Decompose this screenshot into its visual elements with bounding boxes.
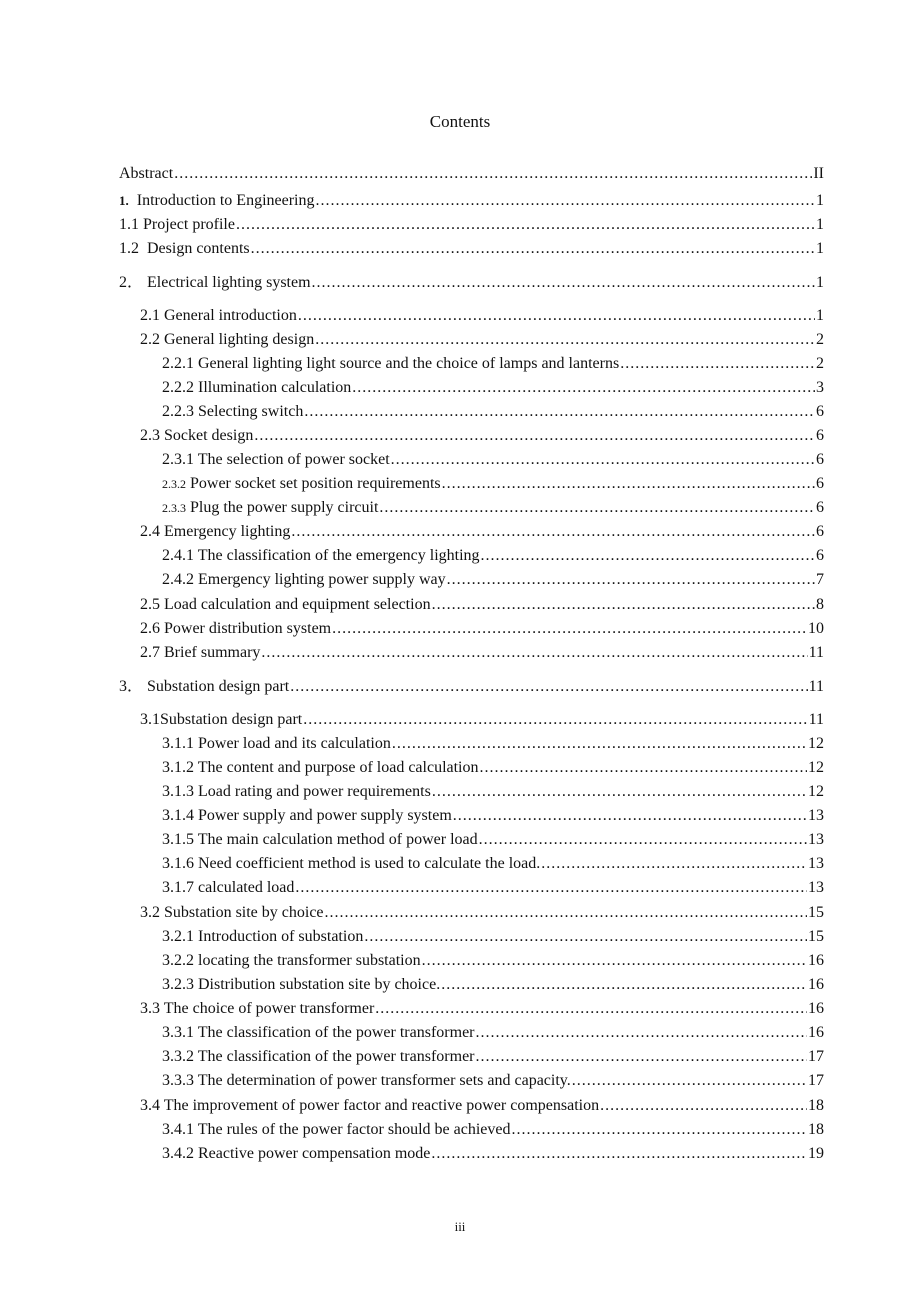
toc-section-number: 2.5 — [140, 596, 160, 613]
toc-entry-2-5[interactable] — [140, 595, 824, 615]
toc-entry-3-2-1[interactable] — [162, 927, 824, 947]
toc-page-number: 12 — [808, 783, 824, 800]
toc-entry-text: The improvement of power factor and reactive power compensation — [160, 1097, 600, 1114]
dot-leader — [392, 734, 807, 754]
toc-section-number: 2.2.3 — [162, 403, 194, 420]
toc-section-number: 2.1 — [140, 307, 160, 324]
dot-leader — [431, 1144, 807, 1164]
dot-leader — [298, 306, 815, 326]
toc-entry-2-3[interactable] — [140, 426, 824, 446]
toc-section-number: 2.2.2 — [162, 379, 194, 396]
toc-entry-2-3-2[interactable] — [162, 474, 824, 494]
toc-entry-2[interactable] — [119, 273, 824, 293]
toc-page-number: 12 — [808, 735, 824, 752]
toc-entry-1-2[interactable] — [119, 239, 824, 259]
toc-page-number: 16 — [808, 976, 824, 993]
toc-entry-text: The main calculation method of power load — [194, 831, 478, 848]
toc-entry-text: Emergency lighting — [160, 523, 291, 540]
toc-entry-text: The content and purpose of load calculation — [194, 759, 479, 776]
toc-entry-3-2-2[interactable] — [162, 951, 824, 971]
toc-section-number: 3.2.1 — [162, 928, 194, 945]
toc-section-number: 2.3.2 — [162, 477, 186, 491]
dot-leader — [480, 758, 808, 778]
toc-entry-text: Power socket set position requirements — [186, 475, 441, 492]
dot-leader — [325, 903, 807, 923]
toc-entry-text: Distribution substation site by choice. — [194, 976, 441, 993]
toc-page-number: 6 — [816, 547, 824, 564]
toc-section-number: 3.3 — [140, 1000, 160, 1017]
dot-leader — [251, 239, 815, 259]
toc-entry-text: Reactive power compensation mode — [194, 1145, 431, 1162]
toc-entry-1-1[interactable] — [119, 215, 824, 235]
toc-entry-text: The choice of power transformer — [160, 1000, 375, 1017]
dot-leader — [379, 498, 815, 518]
toc-entry-text: The determination of power transformer sets and capacity. — [194, 1072, 571, 1089]
toc-page-number: 16 — [808, 1024, 824, 1041]
toc-section-number: 3.4 — [140, 1097, 160, 1114]
toc-section-number: 2.6 — [140, 620, 160, 637]
toc-page-number: 1 — [816, 240, 824, 257]
toc-section-number: 2.4 — [140, 523, 160, 540]
toc-page-number: 13 — [808, 855, 824, 872]
toc-section-number: 2.2.1 — [162, 355, 194, 372]
toc-entry-text: Design contents — [139, 240, 250, 257]
dot-leader — [572, 1071, 807, 1091]
dot-leader — [312, 273, 815, 293]
toc-page-number: 6 — [816, 403, 824, 420]
toc-section-number: 3.1.4 — [162, 807, 194, 824]
toc-page-number: 17 — [808, 1072, 824, 1089]
toc-page-number: 1 — [816, 274, 824, 291]
dot-leader — [236, 215, 815, 235]
toc-entry-2-3-3[interactable] — [162, 498, 824, 518]
dot-leader — [332, 619, 807, 639]
toc-entry-text: Plug the power supply circuit — [186, 499, 379, 516]
toc-entry-3-1-4[interactable] — [162, 806, 824, 826]
dot-leader — [453, 806, 807, 826]
toc-page-number: 15 — [808, 928, 824, 945]
toc-entry-3-3-3[interactable] — [162, 1071, 824, 1091]
toc-section-number: 3.3.2 — [162, 1048, 194, 1065]
toc-page-number: 1 — [816, 307, 824, 324]
toc-page-number: 12 — [808, 759, 824, 776]
toc-entry-2-4-2[interactable] — [162, 570, 824, 590]
toc-section-number: 3.4.1 — [162, 1121, 194, 1138]
toc-section-number: 1.1 — [119, 216, 139, 233]
dot-leader — [261, 643, 807, 663]
toc-entry-text: locating the transformer substation — [194, 952, 421, 969]
toc-entry-text: Substation design part — [143, 678, 290, 695]
dot-leader — [511, 1120, 807, 1140]
toc-page-number: 13 — [808, 807, 824, 824]
toc-entry-3-1-2[interactable] — [162, 758, 824, 778]
toc-entry-text: Substation site by choice — [160, 904, 324, 921]
toc-entry-text: The rules of the power factor should be achieved — [194, 1121, 511, 1138]
toc-entry-2-2-1[interactable] — [162, 354, 824, 374]
toc-page-number: 1 — [816, 216, 824, 233]
toc-entry-3-3-2[interactable] — [162, 1047, 824, 1067]
toc-page-number: 18 — [808, 1097, 824, 1114]
toc-entry-3-2-3[interactable] — [162, 975, 824, 995]
toc-page-number: 10 — [808, 620, 824, 637]
toc-entry-text: Illumination calculation — [194, 379, 352, 396]
dot-leader — [422, 951, 807, 971]
toc-entry-text: Selecting switch — [194, 403, 304, 420]
dot-leader — [476, 1047, 808, 1067]
toc-entry-2-3-1[interactable] — [162, 450, 824, 470]
toc-section-number: 2.7 — [140, 644, 160, 661]
dot-leader — [174, 164, 812, 184]
toc-entry-3-1[interactable] — [140, 710, 824, 730]
toc-section-number: 3.3.1 — [162, 1024, 194, 1041]
toc-entry-text: Electrical lighting system — [143, 274, 311, 291]
dot-leader — [476, 1023, 808, 1043]
toc-entry-text: The selection of power socket — [194, 451, 390, 468]
toc-entry-text: The classification of the power transformer — [194, 1024, 475, 1041]
toc-entry-3-1-3[interactable] — [162, 782, 824, 802]
toc-entry-3-1-5[interactable] — [162, 830, 824, 850]
toc-page-number: 18 — [808, 1121, 824, 1138]
toc-section-number: 3.2.3 — [162, 976, 194, 993]
dot-leader — [291, 522, 815, 542]
toc-page-number: 15 — [808, 904, 824, 921]
toc-entry-text: calculated load — [194, 879, 295, 896]
toc-entry-text: General lighting design — [160, 331, 315, 348]
toc-page-number: 1 — [816, 192, 824, 209]
toc-page-number: 7 — [816, 571, 824, 588]
toc-page-number: 6 — [816, 475, 824, 492]
dot-leader — [364, 927, 807, 947]
toc-entry-2-2-2[interactable] — [162, 378, 824, 398]
toc-section-number: 3.2 — [140, 904, 160, 921]
toc-entry-text: Load calculation and equipment selection — [160, 596, 431, 613]
toc-page-number: 11 — [808, 711, 824, 728]
toc-page-number: 6 — [816, 427, 824, 444]
toc-entry-text: Need coefficient method is used to calculate the load. — [194, 855, 541, 872]
dot-leader — [600, 1096, 807, 1116]
toc-section-number: 3． — [119, 678, 144, 695]
toc-page-number: 6 — [816, 523, 824, 540]
toc-entry-3-2[interactable] — [140, 903, 824, 923]
contents-title: Contents — [429, 112, 491, 131]
toc-entry-text: General introduction — [160, 307, 297, 324]
dot-leader — [254, 426, 815, 446]
toc-page-number: 16 — [808, 952, 824, 969]
toc-section-number: 3.2.2 — [162, 952, 194, 969]
toc-page-number: 16 — [808, 1000, 824, 1017]
toc-page-number: 11 — [808, 644, 824, 661]
toc-page-number: 2 — [816, 355, 824, 372]
toc-page-number: 11 — [808, 678, 824, 695]
toc-entry-3-1-6[interactable] — [162, 854, 824, 874]
toc-entry-text: Brief summary — [160, 644, 261, 661]
toc-section-number: 2.4.1 — [162, 547, 194, 564]
toc-entry-3-1-1[interactable] — [162, 734, 824, 754]
toc-entry-text: The classification of the power transformer — [194, 1048, 475, 1065]
dot-leader — [315, 191, 815, 211]
toc-entry-text: General lighting light source and the choice of lamps and lanterns — [194, 355, 620, 372]
toc-entry-text: Substation design part — [160, 711, 303, 728]
toc-section-number: 3.3.3 — [162, 1072, 194, 1089]
dot-leader — [290, 677, 807, 697]
toc-page-number: 6 — [816, 451, 824, 468]
toc-entry-2-6[interactable] — [140, 619, 824, 639]
toc-entry-text: Power distribution system — [160, 620, 332, 637]
toc-entry-1[interactable] — [119, 191, 824, 211]
toc-section-number: 3.1.3 — [162, 783, 194, 800]
toc-section-number: 3.1.1 — [162, 735, 194, 752]
toc-section-number: 3.1.2 — [162, 759, 194, 776]
toc-section-number: 1. — [119, 193, 129, 208]
toc-entry-3[interactable] — [119, 677, 824, 697]
toc-section-number: 2.4.2 — [162, 571, 194, 588]
toc-page-number: 6 — [816, 499, 824, 516]
toc-entry-2-2-3[interactable] — [162, 402, 824, 422]
toc-entry-2-4[interactable] — [140, 522, 824, 542]
dot-leader — [481, 546, 815, 566]
dot-leader — [295, 878, 807, 898]
toc-section-number: 3.1.7 — [162, 879, 194, 896]
toc-entry-3-3[interactable] — [140, 999, 824, 1019]
toc-page-number: 19 — [808, 1145, 824, 1162]
dot-leader — [432, 595, 815, 615]
toc-entry-text: Load rating and power requirements — [194, 783, 431, 800]
dot-leader — [441, 975, 807, 995]
dot-leader — [432, 782, 807, 802]
dot-leader — [375, 999, 807, 1019]
dot-leader — [352, 378, 815, 398]
toc-entry-3-1-7[interactable] — [162, 878, 824, 898]
dot-leader — [447, 570, 815, 590]
toc-entry-text: Introduction of substation — [194, 928, 364, 945]
toc-entry-abstract[interactable] — [119, 164, 824, 184]
toc-section-number: 1.2 — [119, 240, 139, 257]
toc-page-number: 2 — [816, 331, 824, 348]
toc-entry-3-4-2[interactable] — [162, 1144, 824, 1164]
toc-section-number: 2.3.1 — [162, 451, 194, 468]
toc-page-number: 13 — [808, 831, 824, 848]
dot-leader — [479, 830, 807, 850]
toc-entry-text: Project profile — [139, 216, 235, 233]
toc-page-number: 13 — [808, 879, 824, 896]
toc-entry-text: Introduction to Engineering — [136, 192, 315, 209]
toc-section-number: 3.1 — [140, 711, 160, 728]
toc-page-number: II — [813, 165, 824, 182]
toc-entry-2-1[interactable] — [140, 306, 824, 326]
toc-entry-3-3-1[interactable] — [162, 1023, 824, 1043]
toc-entry-3-4-1[interactable] — [162, 1120, 824, 1140]
toc-section-number: 2． — [119, 274, 144, 291]
toc-section-number: 2.2 — [140, 331, 160, 348]
toc-entry-2-2[interactable] — [140, 330, 824, 350]
toc-section-number: 2.3.3 — [162, 501, 186, 515]
dot-leader — [304, 402, 815, 422]
dot-leader — [442, 474, 815, 494]
dot-leader — [391, 450, 815, 470]
toc-section-number: 3.1.5 — [162, 831, 194, 848]
toc-section-number: 3.1.6 — [162, 855, 194, 872]
dot-leader — [541, 854, 807, 874]
dot-leader — [315, 330, 815, 350]
toc-entry-2-4-1[interactable] — [162, 546, 824, 566]
toc-entry-3-4[interactable] — [140, 1096, 824, 1116]
toc-page-number: 3 — [816, 379, 824, 396]
toc-entry-text: Power load and its calculation — [194, 735, 391, 752]
toc-section-number: 2.3 — [140, 427, 160, 444]
toc-entry-text: Power supply and power supply system — [194, 807, 452, 824]
toc-page-number: 17 — [808, 1048, 824, 1065]
toc-entry-text: The classification of the emergency lighting — [194, 547, 480, 564]
dot-leader — [620, 354, 815, 374]
page-number: iii — [454, 1219, 466, 1234]
toc-page-number: 8 — [816, 596, 824, 613]
toc-entry-text: Abstract — [119, 165, 174, 182]
toc-entry-text: Emergency lighting power supply way — [194, 571, 446, 588]
toc-section-number: 3.4.2 — [162, 1145, 194, 1162]
toc-entry-text: Socket design — [160, 427, 254, 444]
dot-leader — [303, 710, 807, 730]
toc-entry-2-7[interactable] — [140, 643, 824, 663]
